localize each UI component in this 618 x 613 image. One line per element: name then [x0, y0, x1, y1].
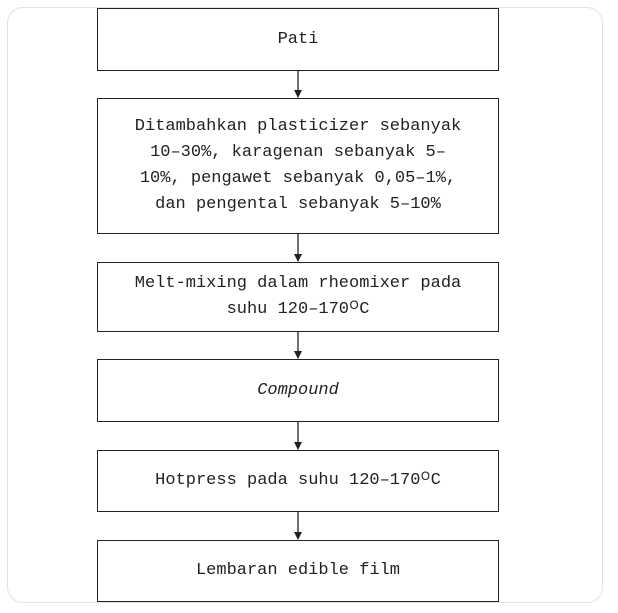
step-melt-mixing-label: Melt-mixing dalam rheomixer pada suhu 120–170ᴼC — [134, 274, 462, 319]
arrow-5-head — [294, 532, 302, 540]
step-pati-label: Pati — [277, 29, 319, 49]
step-edible-film-label: Lembaran edible film — [195, 561, 401, 580]
step-add-ingredients-label: Ditambahkan plasticizer sebanyak 10–30%, karagenan sebanyak 5– 10%, pengawet sebanyak 0,05–1%, dan pengental sebanyak 5–10% — [134, 117, 462, 214]
arrow-1-head — [294, 90, 302, 98]
arrow-2-head — [294, 254, 302, 262]
arrow-3-head — [294, 351, 302, 359]
step-hotpress-label: Hotpress pada suhu 120–170ᴼC — [155, 471, 441, 490]
step-compound-label: Compound — [257, 380, 339, 400]
arrow-4-head — [294, 442, 302, 450]
